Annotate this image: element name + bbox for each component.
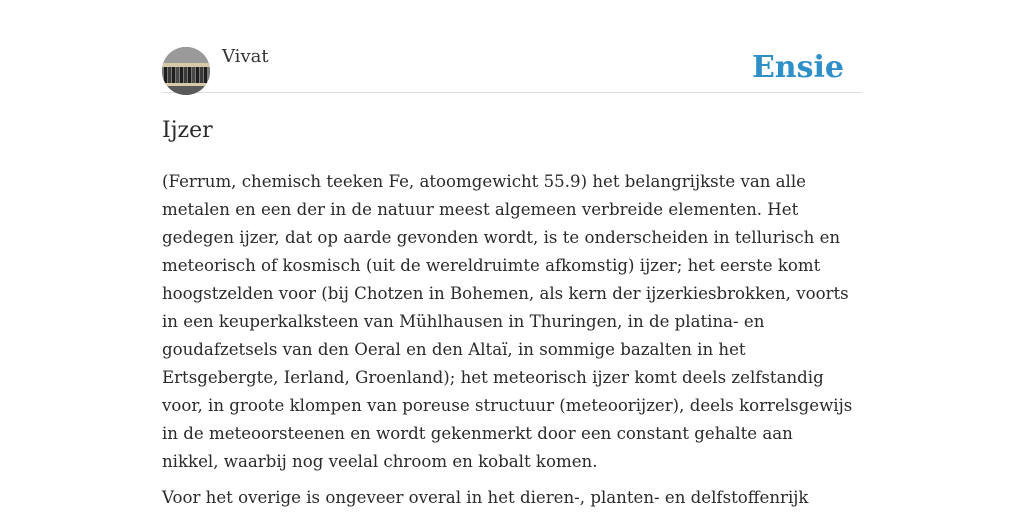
header xyxy=(162,0,862,93)
paragraph-1 xyxy=(162,168,862,476)
text-line: meteorisch of kosmisch (uit de wereldruimte afkomstig) ijzer; het eerste komt xyxy=(162,256,821,275)
text-line: in een keuperkalksteen van Mühlhausen in Thuringen, in de platina- en xyxy=(162,312,765,331)
text-line: hoogstzelden voor (bij Chotzen in Bohemen, als kern der ijzerkiesbrokken, voorts xyxy=(162,284,849,303)
article-body xyxy=(162,168,862,512)
text-line: in de meteoorsteenen en wordt gekenmerkt door een constant gehalte aan xyxy=(162,424,793,443)
text-line: voor, in groote klompen van poreuse structuur (meteoorijzer), deels korrelsgewijs xyxy=(162,396,853,415)
text-line: Voor het overige is ongeveer overal in het dieren-, planten- en delfstoffenrijk xyxy=(162,488,809,507)
bookshelf-avatar-icon[interactable] xyxy=(162,47,210,95)
text-line: metalen en een der in de natuur meest algemeen verbreide elementen. Het xyxy=(162,200,799,219)
paragraph-2 xyxy=(162,484,862,512)
text-line: nikkel, waarbij nog veelal chroom en kobalt komen. xyxy=(162,452,598,471)
text-line: goudafzetsels van den Oeral en den Altaï, in sommige bazalten in het xyxy=(162,340,746,359)
ensie-logo-link[interactable]: Ensie xyxy=(751,50,844,85)
text-line: (Ferrum, chemisch teeken Fe, atoomgewicht 55.9) het belangrijkste van alle xyxy=(162,172,806,191)
page xyxy=(162,0,862,507)
article-title: Ijzer xyxy=(162,118,213,143)
text-line: gedegen ijzer, dat op aarde gevonden wordt, is te onderscheiden in tellurisch en xyxy=(162,228,841,247)
author-name[interactable]: Vivat xyxy=(222,46,269,67)
text-line: Ertsgebergte, Ierland, Groenland); het meteorisch ijzer komt deels zelfstandig xyxy=(162,368,824,387)
